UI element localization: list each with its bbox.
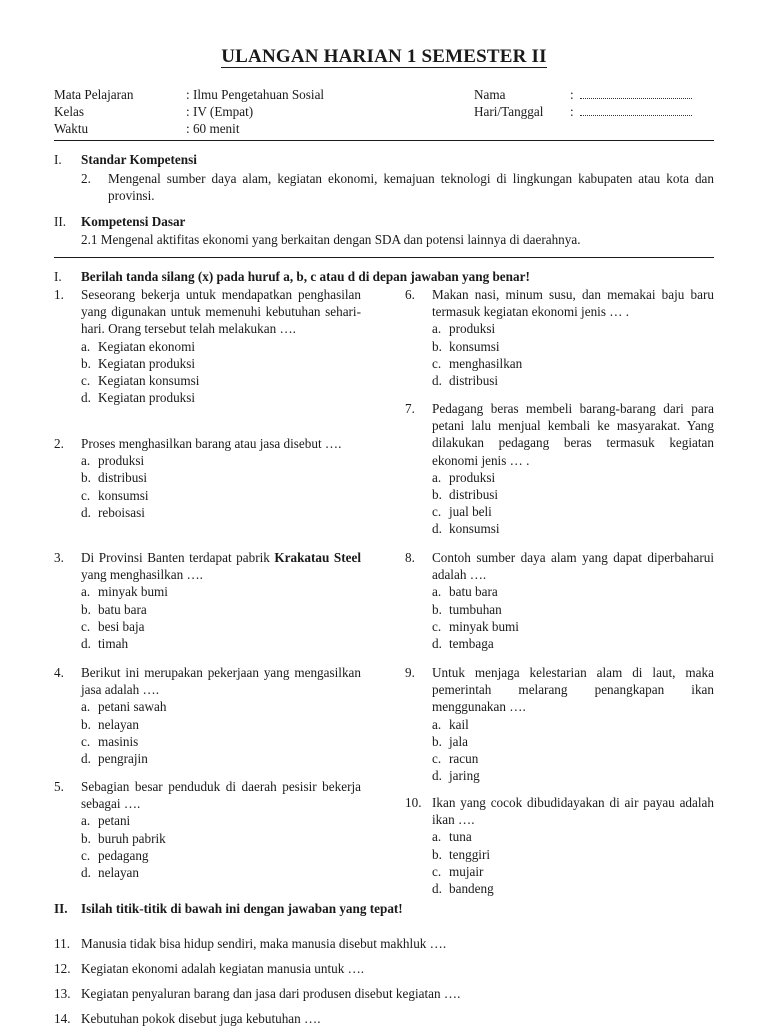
- essay-text: Manusia tidak bisa hidup sendiri, maka manusia disebut makhluk ….: [81, 936, 447, 951]
- option-d[interactable]: [432, 372, 714, 389]
- option-c[interactable]: [81, 372, 361, 389]
- option-text: Kegiatan produksi: [98, 390, 196, 406]
- option-text: minyak bumi: [449, 618, 519, 634]
- option-b[interactable]: [432, 486, 714, 503]
- question-4: [54, 664, 361, 767]
- question-number: 2.: [54, 436, 64, 451]
- essay-item-14[interactable]: [54, 1010, 714, 1027]
- option-b[interactable]: [81, 469, 361, 486]
- question-text-pre: Di Provinsi Banten terdapat pabrik: [81, 550, 275, 565]
- dasar-roman: II.: [54, 214, 67, 229]
- question-number: 5.: [54, 779, 64, 794]
- question-text: Contoh sumber daya alam yang dapat diperbaharui adalah ….: [432, 550, 714, 583]
- option-d[interactable]: [432, 880, 714, 897]
- option-d[interactable]: [432, 520, 714, 537]
- option-letter: a.: [81, 699, 91, 715]
- option-b[interactable]: [432, 338, 714, 355]
- option-text: tumbuhan: [449, 601, 502, 617]
- option-text: batu bara: [449, 584, 498, 600]
- question-7: [405, 400, 714, 538]
- option-letter: d.: [81, 751, 91, 767]
- option-c[interactable]: [81, 733, 361, 750]
- question-text: Berikut ini merupakan pekerjaan yang mengasilkan jasa adalah ….: [81, 665, 361, 698]
- nama-field[interactable]: [570, 86, 692, 103]
- option-letter: a.: [432, 321, 442, 337]
- divider-middle: [54, 257, 714, 258]
- option-letter: a.: [432, 584, 442, 600]
- option-letter: b.: [81, 716, 91, 732]
- option-letter: c.: [81, 618, 91, 634]
- option-letter: b.: [432, 338, 442, 354]
- option-d[interactable]: [432, 767, 714, 784]
- option-a[interactable]: [81, 452, 361, 469]
- option-letter: d.: [432, 636, 442, 652]
- question-number: 7.: [405, 401, 415, 416]
- option-letter: b.: [432, 733, 442, 749]
- option-text: Kegiatan ekonomi: [98, 338, 196, 354]
- question-3: [54, 549, 361, 652]
- option-letter: c.: [81, 373, 91, 389]
- label-nama: Nama: [474, 87, 506, 102]
- option-letter: a.: [432, 829, 442, 845]
- value-kelas: : IV (Empat): [186, 104, 254, 119]
- option-letter: d.: [432, 768, 442, 784]
- option-letter: a.: [432, 469, 442, 485]
- standar-heading: Standar Kompetensi: [81, 152, 197, 167]
- question-text: [81, 549, 361, 583]
- option-text: Kegiatan produksi: [98, 355, 196, 371]
- option-letter: c.: [432, 618, 442, 634]
- standar-roman: I.: [54, 152, 62, 167]
- option-d[interactable]: [432, 635, 714, 652]
- option-letter: c.: [81, 487, 91, 503]
- question-number: 9.: [405, 665, 415, 680]
- option-text: distribusi: [449, 373, 499, 389]
- question-number: 6.: [405, 287, 415, 302]
- option-letter: b.: [432, 601, 442, 617]
- option-text: jala: [449, 733, 469, 749]
- standar-item-num: 2.: [81, 171, 91, 186]
- option-a[interactable]: [432, 469, 714, 486]
- option-text: petani: [98, 813, 131, 829]
- question-10: [405, 794, 714, 897]
- hari-tanggal-field[interactable]: [570, 103, 692, 120]
- option-text: distribusi: [98, 470, 148, 486]
- option-letter: c.: [81, 847, 91, 863]
- dasar-heading: Kompetensi Dasar: [81, 214, 186, 229]
- option-c[interactable]: [432, 355, 714, 372]
- nama-colon: :: [570, 87, 574, 102]
- question-2: [54, 435, 361, 521]
- label-waktu: Waktu: [54, 121, 89, 136]
- option-letter: d.: [81, 504, 91, 520]
- option-text: konsumsi: [98, 487, 149, 503]
- question-text: Proses menghasilkan barang atau jasa disebut ….: [81, 436, 342, 451]
- option-letter: d.: [81, 390, 91, 406]
- option-a[interactable]: [81, 812, 361, 829]
- option-letter: b.: [432, 487, 442, 503]
- option-a[interactable]: [81, 338, 361, 355]
- option-a[interactable]: [432, 320, 714, 337]
- option-c[interactable]: [432, 618, 714, 635]
- option-letter: b.: [81, 355, 91, 371]
- option-text: nelayan: [98, 716, 140, 732]
- option-text: pedagang: [98, 847, 149, 863]
- option-text: pengrajin: [98, 751, 148, 767]
- option-text: jaring: [449, 768, 480, 784]
- option-text: batu bara: [98, 601, 147, 617]
- option-b[interactable]: [432, 601, 714, 618]
- question-text: Sebagian besar penduduk di daerah pesisir bekerja sebagai ….: [81, 779, 361, 812]
- option-letter: a.: [81, 584, 91, 600]
- question-number: 1.: [54, 287, 64, 302]
- option-letter: c.: [432, 355, 442, 371]
- option-text: buruh pabrik: [98, 830, 166, 846]
- option-letter: b.: [432, 846, 442, 862]
- question-text: Pedagang beras membeli barang-barang dari para petani lalu menjual kembali ke masyarakat. Yang dilakukan pedagang beras termasuk kegiatan ekonomi jenis … .: [432, 401, 714, 468]
- question-9: [405, 664, 714, 784]
- option-c[interactable]: [432, 863, 714, 880]
- option-text: besi baja: [98, 618, 145, 634]
- question-8: [405, 549, 714, 652]
- option-d[interactable]: [81, 635, 361, 652]
- essay-text: Kegiatan penyaluran barang dan jasa dari produsen disebut kegiatan ….: [81, 986, 461, 1001]
- option-b[interactable]: [81, 601, 361, 618]
- question-text-bold: Krakatau Steel: [274, 550, 361, 565]
- question-text: Makan nasi, minum susu, dan memakai baju baru termasuk kegiatan ekonomi jenis … .: [432, 287, 714, 320]
- essay-number: 12.: [54, 961, 71, 976]
- section1-instruction: Berilah tanda silang (x) pada huruf a, b, c atau d di depan jawaban yang benar!: [81, 269, 530, 284]
- nama-dotted-line: [580, 88, 692, 99]
- option-text: masinis: [98, 733, 139, 749]
- essay-number: 14.: [54, 1011, 71, 1026]
- option-letter: c.: [432, 863, 442, 879]
- option-letter: a.: [81, 813, 91, 829]
- option-text: distribusi: [449, 487, 499, 503]
- option-a[interactable]: [81, 698, 361, 715]
- option-text: petani sawah: [98, 699, 167, 715]
- option-b[interactable]: [432, 846, 714, 863]
- option-b[interactable]: [81, 716, 361, 733]
- option-b[interactable]: [432, 733, 714, 750]
- question-number: 3.: [54, 550, 64, 565]
- question-text: Seseorang bekerja untuk mendapatkan penghasilan yang digunakan untuk memenuhi kebutuhan sehari-hari. Orang tersebut telah melakukan ….: [81, 287, 361, 337]
- option-c[interactable]: [432, 750, 714, 767]
- option-text: menghasilkan: [449, 355, 523, 371]
- option-text: tembaga: [449, 636, 494, 652]
- option-text: Kegiatan konsumsi: [98, 373, 200, 389]
- question-1: [54, 286, 361, 406]
- label-mata-pelajaran: Mata Pelajaran: [54, 87, 134, 102]
- option-text: minyak bumi: [98, 584, 168, 600]
- section1-roman: I.: [54, 269, 62, 284]
- value-waktu: : 60 menit: [186, 121, 240, 136]
- essay-number: 11.: [54, 936, 70, 951]
- option-letter: b.: [81, 830, 91, 846]
- option-text: timah: [98, 636, 129, 652]
- question-6: [405, 286, 714, 389]
- option-a[interactable]: [81, 583, 361, 600]
- section2-instruction: Isilah titik-titik di bawah ini dengan jawaban yang tepat!: [81, 901, 403, 916]
- option-c[interactable]: [81, 847, 361, 864]
- option-text: produksi: [449, 469, 496, 485]
- option-text: mujair: [449, 863, 484, 879]
- option-letter: d.: [432, 881, 442, 897]
- option-letter: a.: [81, 338, 91, 354]
- question-number: 4.: [54, 665, 64, 680]
- option-text: konsumsi: [449, 338, 500, 354]
- question-text: Untuk menjaga kelestarian alam di laut, maka pemerintah melarang penangkapan ikan menggunakan ….: [432, 665, 714, 715]
- option-d[interactable]: [81, 389, 361, 406]
- label-kelas: Kelas: [54, 104, 85, 119]
- option-text: bandeng: [449, 881, 494, 897]
- option-text: kail: [449, 716, 469, 732]
- question-5: [54, 778, 361, 881]
- option-text: produksi: [449, 321, 496, 337]
- option-letter: d.: [81, 865, 91, 881]
- option-letter: d.: [432, 521, 442, 537]
- option-d[interactable]: [81, 504, 361, 521]
- hari-tanggal-dotted-line: [580, 105, 692, 116]
- option-text: reboisasi: [98, 504, 145, 520]
- option-letter: a.: [432, 716, 442, 732]
- standar-item-text: Mengenal sumber daya alam, kegiatan ekonomi, kemajuan teknologi di lingkungan kabupaten atau kota dan provinsi.: [108, 171, 714, 204]
- option-letter: d.: [432, 373, 442, 389]
- option-letter: c.: [432, 751, 442, 767]
- option-letter: d.: [81, 636, 91, 652]
- option-letter: a.: [81, 453, 91, 469]
- option-c[interactable]: [432, 503, 714, 520]
- option-letter: c.: [432, 504, 442, 520]
- option-text: produksi: [98, 453, 145, 469]
- option-letter: c.: [81, 733, 91, 749]
- option-b[interactable]: [81, 830, 361, 847]
- question-text-post: yang menghasilkan ….: [81, 567, 203, 583]
- option-d[interactable]: [81, 864, 361, 881]
- option-d[interactable]: [81, 750, 361, 767]
- hari-tanggal-colon: :: [570, 104, 574, 119]
- option-c[interactable]: [81, 487, 361, 504]
- option-text: tuna: [449, 829, 472, 845]
- value-mata-pelajaran: : Ilmu Pengetahuan Sosial: [186, 87, 325, 102]
- option-text: racun: [449, 751, 479, 767]
- question-number: 10.: [405, 795, 422, 810]
- essay-number: 13.: [54, 986, 71, 1001]
- divider-top: [54, 140, 714, 141]
- option-text: tenggiri: [449, 846, 491, 862]
- title-text: ULANGAN HARIAN 1 SEMESTER II: [221, 46, 547, 67]
- essay-item-13[interactable]: [54, 985, 714, 1002]
- dasar-item-text: 2.1 Mengenal aktifitas ekonomi yang berkaitan dengan SDA dan potensi lainnya di daerahnya.: [81, 232, 581, 247]
- option-letter: b.: [81, 601, 91, 617]
- essay-list: [54, 935, 714, 1035]
- option-a[interactable]: [432, 583, 714, 600]
- question-number: 8.: [405, 550, 415, 565]
- section2-roman: II.: [54, 901, 68, 916]
- option-text: nelayan: [98, 865, 140, 881]
- option-a[interactable]: [432, 716, 714, 733]
- option-c[interactable]: [81, 618, 361, 635]
- question-text: Ikan yang cocok dibudidayakan di air payau adalah ikan ….: [432, 795, 714, 828]
- label-hari-tanggal: Hari/Tanggal: [474, 104, 544, 119]
- option-b[interactable]: [81, 355, 361, 372]
- page-title: [0, 48, 768, 65]
- option-text: jual beli: [449, 504, 492, 520]
- option-letter: b.: [81, 470, 91, 486]
- essay-item-12[interactable]: [54, 960, 714, 977]
- option-a[interactable]: [432, 828, 714, 845]
- essay-text: Kebutuhan pokok disebut juga kebutuhan ….: [81, 1011, 321, 1026]
- option-text: konsumsi: [449, 521, 500, 537]
- essay-item-11[interactable]: [54, 935, 714, 952]
- essay-text: Kegiatan ekonomi adalah kegiatan manusia untuk ….: [81, 961, 365, 976]
